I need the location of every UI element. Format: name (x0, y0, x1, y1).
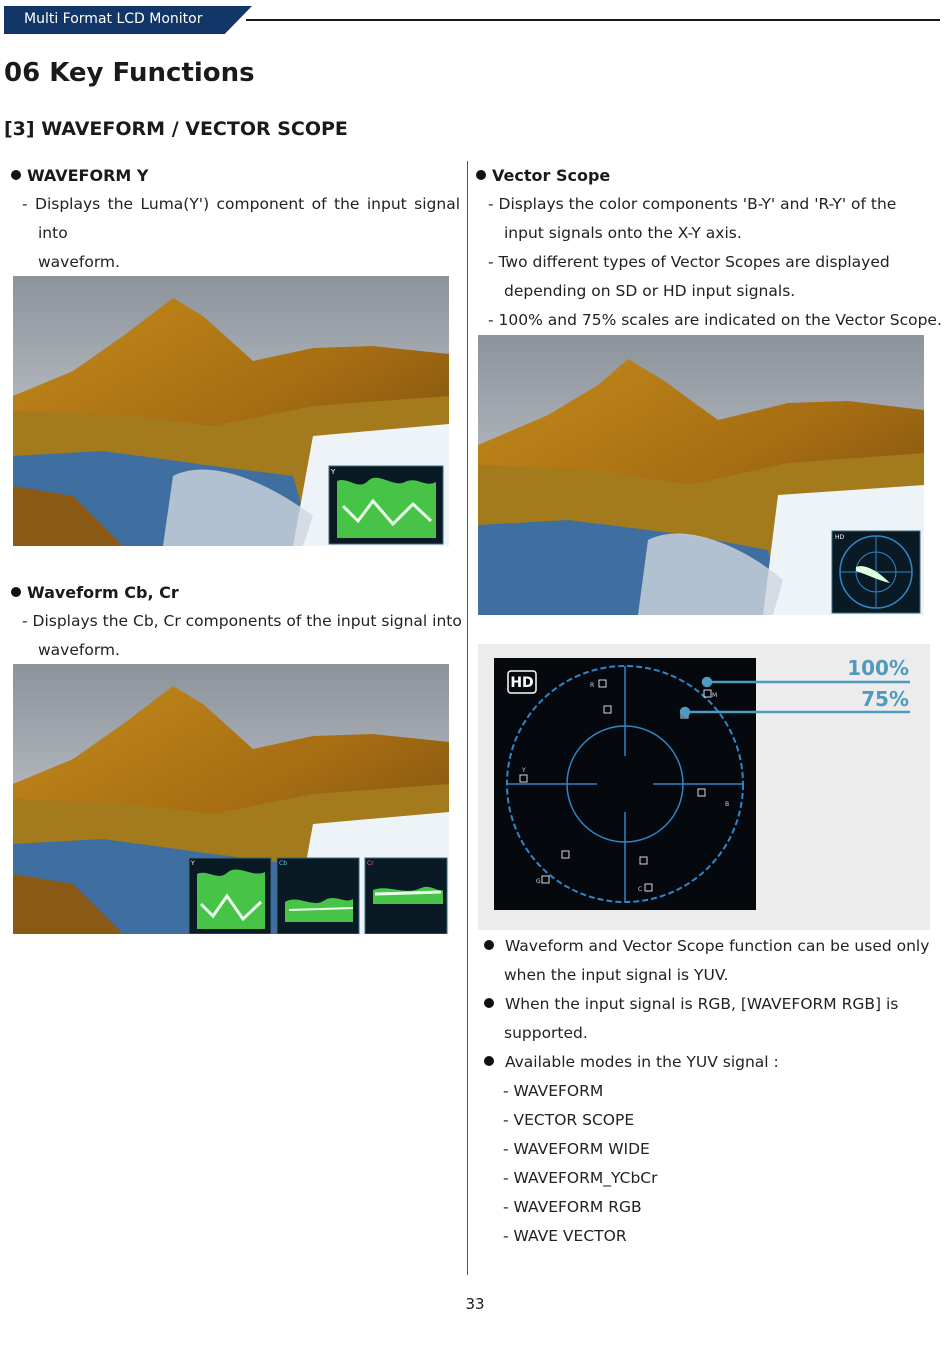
mode-item: - WAVE VECTOR (503, 1227, 627, 1245)
column-divider (467, 161, 468, 1275)
overlay-badge: HD (835, 534, 845, 541)
waveform-cbcr-title: Waveform Cb, Cr (27, 583, 179, 602)
chapter-title: 06 Key Functions (4, 58, 255, 88)
bullet-icon (11, 587, 21, 597)
note-item: Available modes in the YUV signal : (484, 1048, 944, 1077)
desc-line: waveform. (38, 253, 120, 271)
page-number: 33 (465, 1295, 485, 1313)
landscape-image (13, 664, 449, 934)
waveform-cbcr-description (22, 607, 462, 665)
desc-line: depending on SD or HD input signals. (504, 282, 796, 300)
vector-scope-title: Vector Scope (492, 166, 611, 185)
desc-line: - Displays the color components 'B-Y' and 'R-Y' of the (488, 195, 897, 213)
note-item: Waveform and Vector Scope function can be used only (484, 932, 944, 961)
waveform-cbcr-heading (11, 583, 179, 603)
bullet-icon (476, 170, 486, 180)
target-label-c: C (638, 886, 643, 893)
vector-scope-heading (476, 166, 610, 186)
mode-item: - WAVEFORM (503, 1082, 604, 1100)
desc-line: - Displays the Luma(Y') component of the input signal (22, 195, 460, 213)
overlay-label-y: Y (331, 468, 336, 476)
hd-badge: HD (510, 675, 534, 691)
overlay-label-cr: Cr (367, 860, 374, 867)
waveform-y-overlay (329, 466, 443, 544)
overlay-label-cb: Cb (279, 860, 287, 867)
vector-scope-graphic (478, 644, 930, 930)
overlay-label-y: Y (191, 860, 195, 867)
desc-line: input signals onto the X-Y axis. (504, 224, 742, 242)
target-label-g: G (536, 878, 541, 885)
section-title: [3] WAVEFORM / VECTOR SCOPE (4, 118, 348, 140)
vector-scope-photo (478, 335, 924, 615)
header-product-name: Multi Format LCD Monitor (24, 11, 203, 27)
waveform-y-photo (13, 276, 449, 546)
bullet-icon (11, 170, 21, 180)
mode-item: - WAVEFORM WIDE (503, 1140, 650, 1158)
note-item: When the input signal is RGB, [WAVEFORM RGB] is (484, 990, 944, 1019)
waveform-y-title: WAVEFORM Y (27, 166, 149, 185)
vector-scope-overlay (832, 531, 920, 613)
mode-item: - VECTOR SCOPE (503, 1111, 635, 1129)
bullet-icon (484, 1056, 494, 1066)
note-continuation: when the input signal is YUV. (504, 966, 729, 984)
target-label-r: R (590, 682, 595, 689)
waveform-y-heading (11, 166, 148, 186)
bullet-icon (484, 998, 494, 1008)
vector-scope-description (488, 190, 943, 335)
desc-line: - Displays the Cb, Cr components of the input signal into (22, 612, 462, 630)
scale-75-label: 75% (861, 687, 909, 711)
landscape-image (13, 276, 449, 546)
target-label-m: M (712, 692, 718, 699)
desc-line: - 100% and 75% scales are indicated on the Vector Scope. (488, 311, 942, 329)
notes-list (484, 932, 944, 1251)
scale-100-label: 100% (847, 656, 909, 680)
mode-item: - WAVEFORM_YCbCr (503, 1169, 658, 1187)
target-label-b: B (725, 801, 730, 808)
target-label-y: Y (522, 767, 526, 774)
landscape-image (478, 335, 924, 615)
waveform-cbcr-overlay (189, 858, 447, 934)
header-rule (246, 19, 940, 21)
vector-scope-diagram (478, 644, 930, 930)
waveform-y-description (22, 190, 460, 277)
note-continuation: supported. (504, 1024, 588, 1042)
desc-line: into (38, 224, 68, 242)
waveform-cbcr-photo (13, 664, 449, 934)
desc-line: waveform. (38, 641, 120, 659)
desc-line: - Two different types of Vector Scopes are displayed (488, 253, 890, 271)
bullet-icon (484, 940, 494, 950)
mode-item: - WAVEFORM RGB (503, 1198, 642, 1216)
